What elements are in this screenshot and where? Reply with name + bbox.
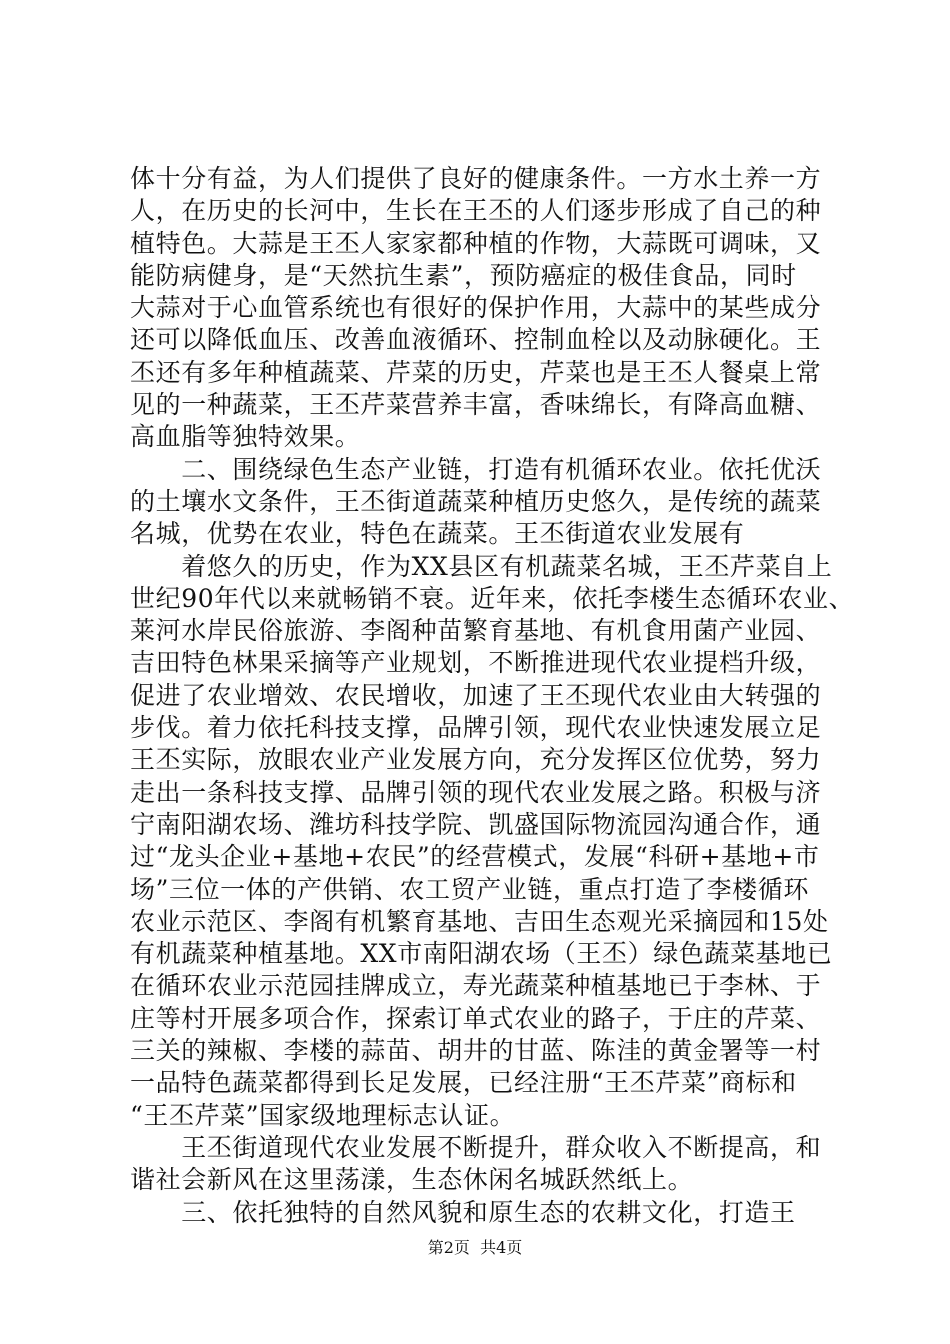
text-line: 世纪90年代以来就畅销不衰。近年来，依托李楼生态循环农业、 <box>130 583 855 613</box>
text-line: 王丕街道现代农业发展不断提升，群众收入不断提高，和 <box>130 1132 822 1162</box>
page-footer <box>0 1238 950 1258</box>
text-line: 植特色。大蒜是王丕人家家都种植的作物，大蒜既可调味，又 <box>130 228 822 258</box>
body-text <box>130 163 855 1229</box>
text-line: 还可以降低血压、改善血液循环、控制血栓以及动脉硬化。王 <box>130 325 822 355</box>
text-line: 高血脂等独特效果。 <box>130 422 361 452</box>
text-line: 宁南阳湖农场、潍坊科技学院、凯盛国际物流园沟通合作，通 <box>130 809 822 839</box>
text-line: 一品特色蔬菜都得到长足发展，已经注册“王丕芹菜”商标和 <box>130 1068 797 1098</box>
text-line: 三关的辣椒、李楼的蒜苗、胡井的甘蓝、陈洼的黄金署等一村 <box>130 1036 822 1066</box>
text-line: 大蒜对于心血管系统也有很好的保护作用，大蒜中的某些成分 <box>130 293 822 323</box>
text-line: 走出一条科技支撑、品牌引领的现代农业发展之路。积极与济 <box>130 777 822 807</box>
text-line: 在循环农业示范园挂牌成立，寿光蔬菜种植基地已于李林、于 <box>130 971 822 1001</box>
text-line: 名城，优势在农业，特色在蔬菜。王丕街道农业发展有 <box>130 519 745 549</box>
text-line: 有机蔬菜种植基地。XX市南阳湖农场（王丕）绿色蔬菜基地已 <box>130 939 833 969</box>
text-line: 丕还有多年种植蔬菜、芹菜的历史，芹菜也是王丕人餐桌上常 <box>130 357 822 387</box>
text-line: 莱河水岸民俗旅游、李阁种苗繁育基地、有机食用菌产业园、 <box>130 616 822 646</box>
text-line: 促进了农业增效、农民增收，加速了王丕现代农业由大转强的 <box>130 680 822 710</box>
text-line: 人，在历史的长河中，生长在王丕的人们逐步形成了自己的种 <box>130 196 822 226</box>
text-line: 体十分有益，为人们提供了良好的健康条件。一方水土养一方 <box>130 164 822 193</box>
text-line: 步伐。着力依托科技支撑，品牌引领，现代农业快速发展立足 <box>130 713 822 743</box>
text-line: 王丕实际，放眼农业产业发展方向，充分发挥区位优势，努力 <box>130 745 822 775</box>
text-line: 农业示范区、李阁有机繁育基地、吉田生态观光采摘园和15处 <box>130 906 829 936</box>
text-line: 三、依托独特的自然风貌和原生态的农耕文化，打造王 <box>130 1197 796 1227</box>
text-line: 能防病健身，是“天然抗生素”，预防癌症的极佳食品，同时 <box>130 260 797 290</box>
page-total: 共4页 <box>480 1238 523 1257</box>
page-number: 第2页 <box>427 1238 470 1257</box>
text-line: 的土壤水文条件，王丕街道蔬菜种植历史悠久，是传统的蔬菜 <box>130 486 822 516</box>
text-line: 庄等村开展多项合作，探索订单式农业的路子，于庄的芹菜、 <box>130 1003 822 1033</box>
text-line: 场”三位一体的产供销、农工贸产业链，重点打造了李楼循环 <box>130 874 809 904</box>
text-line: 谐社会新风在这里荡漾，生态休闲名城跃然纸上。 <box>130 1165 694 1195</box>
text-line: 见的一种蔬菜，王丕芹菜营养丰富，香味绵长，有降高血糖、 <box>130 390 822 420</box>
text-line: 过“龙头企业+基地+农民”的经营模式，发展“科研+基地+市 <box>130 842 820 872</box>
text-line: 着悠久的历史，作为XX县区有机蔬菜名城，王丕芹菜自上 <box>130 551 833 581</box>
text-line: “王丕芹菜”国家级地理标志认证。 <box>130 1100 516 1130</box>
text-line: 吉田特色林果采摘等产业规划，不断推进现代农业提档升级， <box>130 648 822 678</box>
text-line: 二、围绕绿色生态产业链，打造有机循环农业。依托优沃 <box>130 454 822 484</box>
